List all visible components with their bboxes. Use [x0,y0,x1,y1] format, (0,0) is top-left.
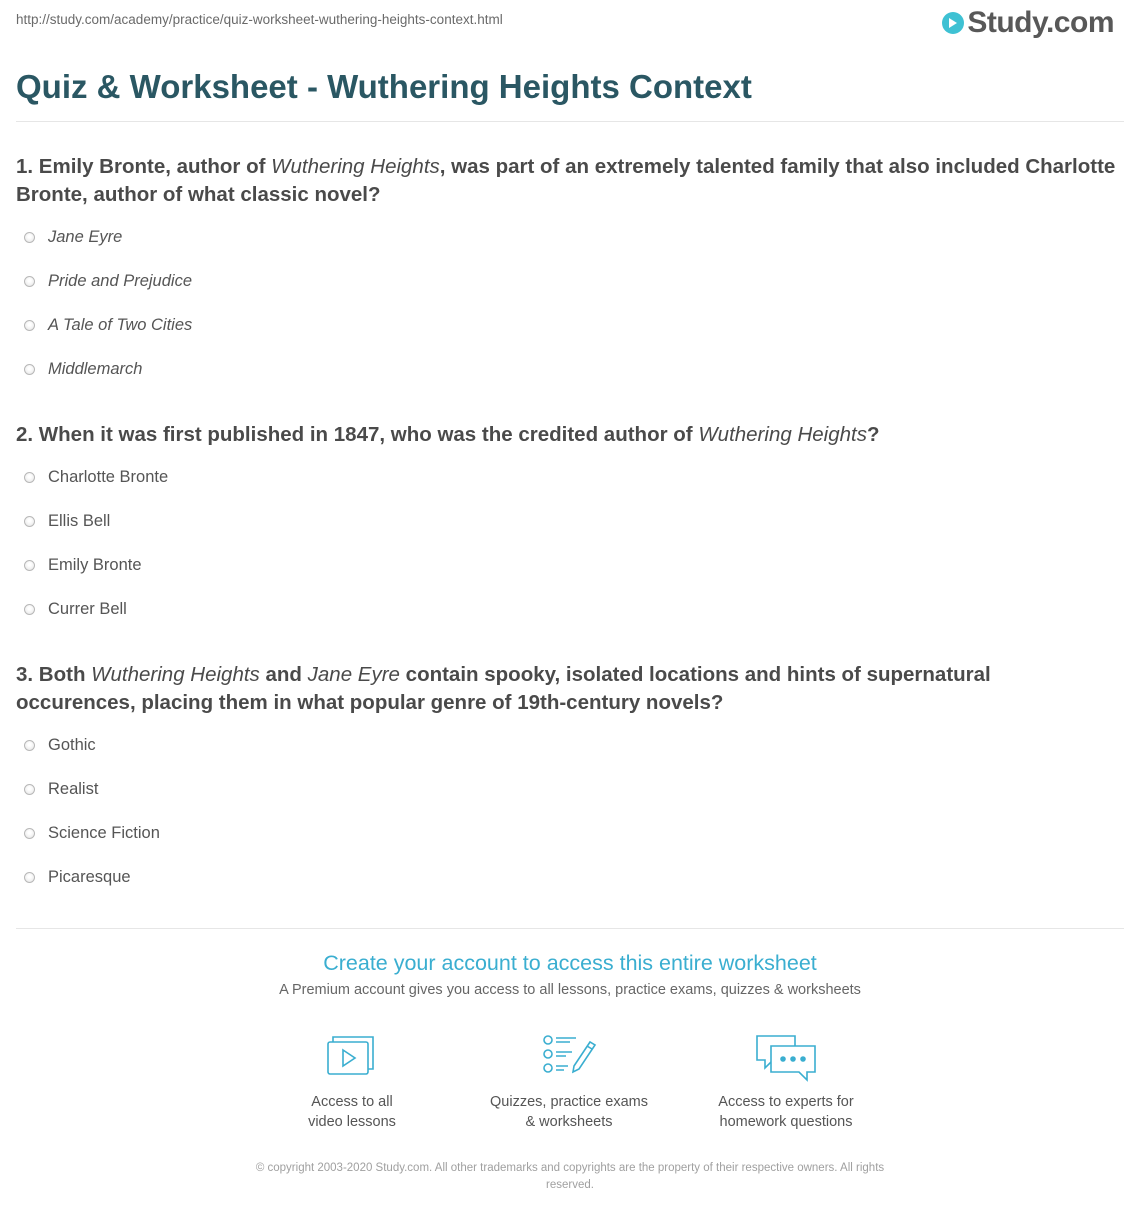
feature-label: Quizzes, practice exams & worksheets [490,1094,648,1130]
logo-text: Study.com [967,6,1114,39]
study-logo[interactable] [942,6,1114,40]
radio-button[interactable] [24,560,35,571]
question-2: 2. When it was first published in 1847, who was the credited author of Wuthering Heights? [16,423,880,446]
radio-button[interactable] [24,784,35,795]
feature-video-lessons [252,1032,452,1132]
divider [16,928,1124,929]
feature-label: Access to all video lessons [308,1094,396,1130]
answer-option[interactable]: Ellis Bell [24,512,110,531]
video-lessons-icon [252,1032,452,1090]
radio-button[interactable] [24,320,35,331]
radio-button[interactable] [24,232,35,243]
answer-option[interactable]: Emily Bronte [24,556,142,575]
radio-button[interactable] [24,740,35,751]
cta-subline: A Premium account gives you access to all lessons, practice exams, quizzes & worksheets [279,982,861,998]
feature-label: Access to experts for homework questions [718,1094,854,1130]
question-1: 1. Emily Bronte, author of Wuthering Heights, was part of an extremely talented family that also included Charlotte Bronte, author of what classic novel? [16,155,1116,206]
radio-button[interactable] [24,872,35,883]
answer-option[interactable]: Charlotte Bronte [24,468,168,487]
answer-option[interactable]: Jane Eyre [24,228,122,247]
answer-option[interactable]: Realist [24,780,98,799]
chat-bubbles-icon [686,1032,886,1090]
radio-button[interactable] [24,604,35,615]
radio-button[interactable] [24,364,35,375]
answer-option[interactable]: A Tale of Two Cities [24,316,192,335]
radio-button[interactable] [24,276,35,287]
cta-headline[interactable]: Create your account to access this entire worksheet [323,951,817,975]
answer-option[interactable]: Gothic [24,736,96,755]
radio-button[interactable] [24,828,35,839]
quiz-checklist-icon [469,1032,669,1090]
divider [16,121,1124,122]
answer-option[interactable]: Science Fiction [24,824,160,843]
page-url: http://study.com/academy/practice/quiz-worksheet-wuthering-heights-context.html [16,12,503,27]
answer-option[interactable]: Pride and Prejudice [24,272,192,291]
answer-option[interactable]: Currer Bell [24,600,127,619]
radio-button[interactable] [24,472,35,483]
play-icon [942,12,964,34]
copyright: © copyright 2003-2020 Study.com. All other trademarks and copyrights are the property of their respective owners. All rights reserved. [255,1162,885,1191]
answer-option[interactable]: Middlemarch [24,360,142,379]
page-title: Quiz & Worksheet - Wuthering Heights Context [16,68,752,105]
question-3: 3. Both Wuthering Heights and Jane Eyre contain spooky, isolated locations and hints of supernatural occurences, placing them in what popular genre of 19th-century novels? [16,663,991,714]
radio-button[interactable] [24,516,35,527]
feature-quizzes [469,1032,669,1132]
answer-option[interactable]: Picaresque [24,868,131,887]
feature-experts [686,1032,886,1132]
